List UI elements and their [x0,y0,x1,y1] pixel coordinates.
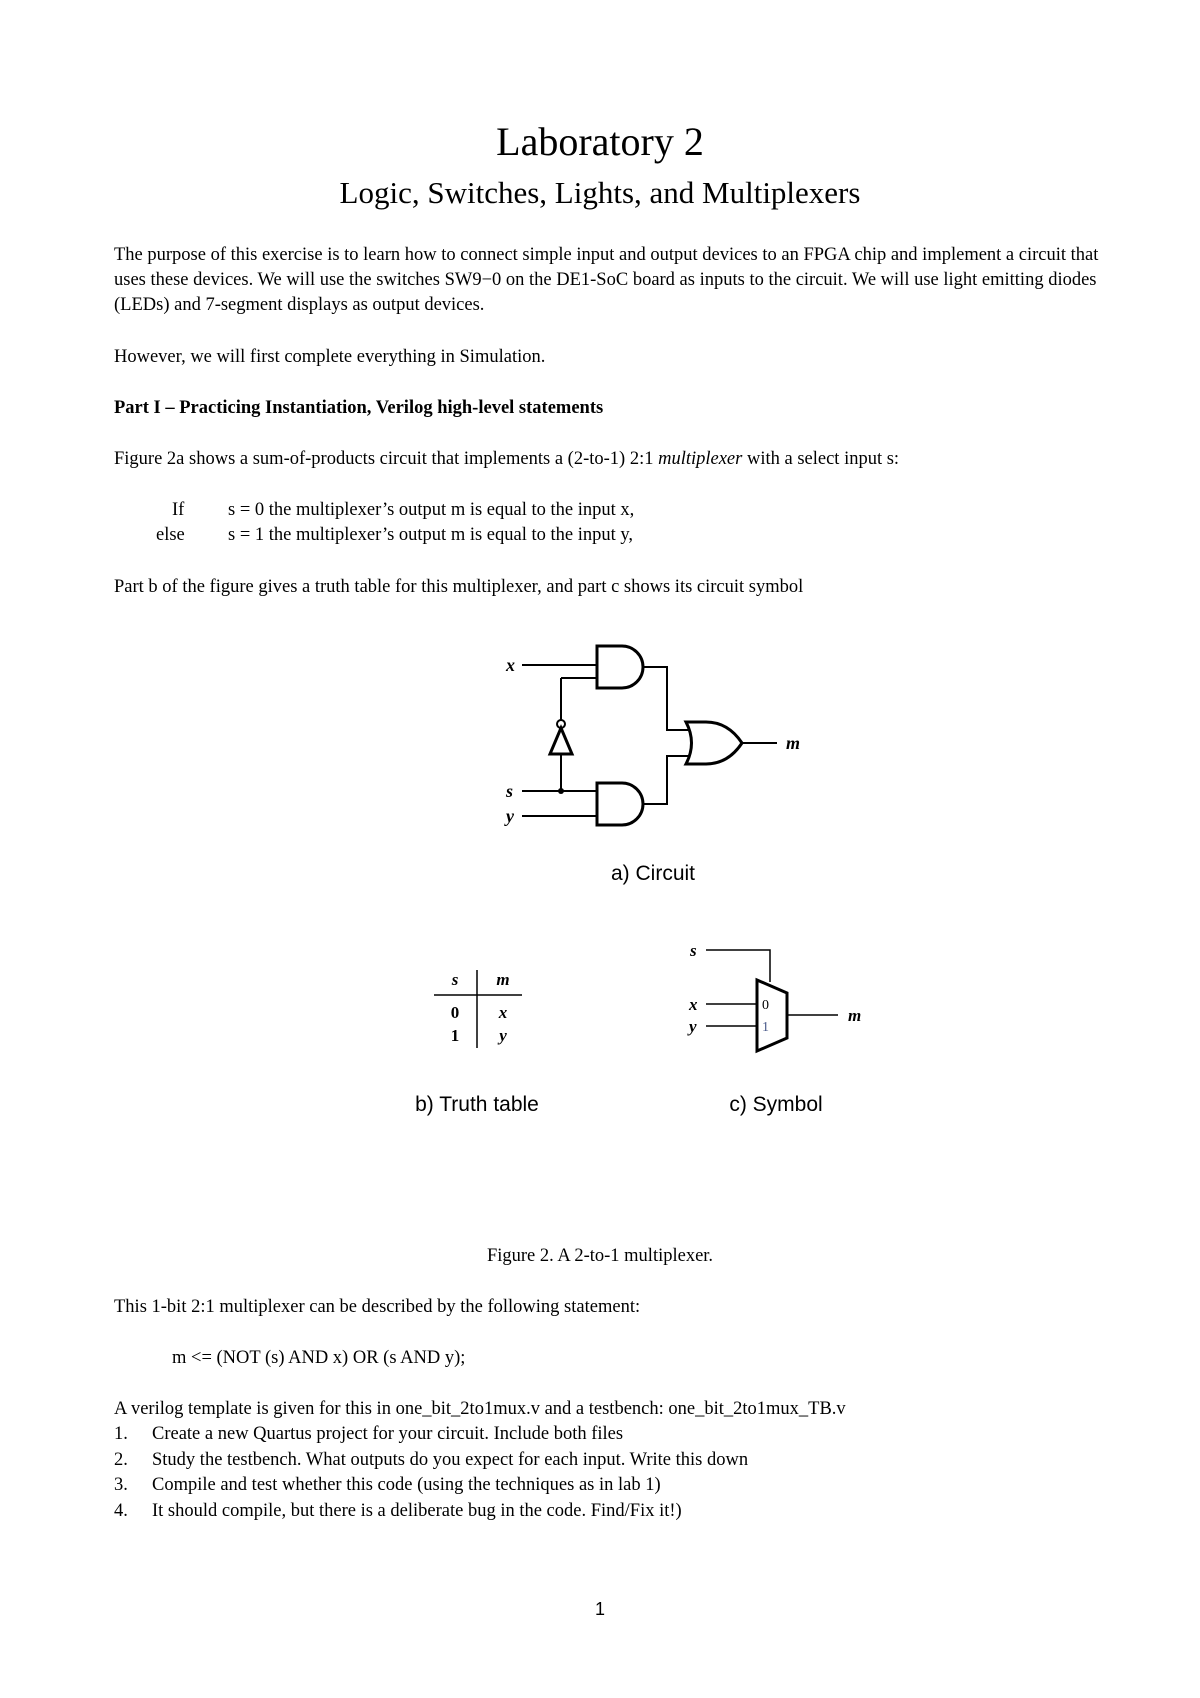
figure-intro [114,447,1104,472]
figure-intro-emphasis: multiplexer [658,449,743,469]
figure-intro-after: with a select input s: [742,449,900,469]
circuit-m-label: m [786,733,801,753]
figure-caption: Figure 2. A 2-to-1 multiplexer. [486,1246,714,1266]
circuit-y-label: y [506,806,514,826]
list-item: 3. Compile and test whether this code (using the techniques as in lab 1) [114,1475,661,1495]
symbol-in1-label: 1 [762,1020,769,1035]
circuit-x-label: x [506,655,515,675]
circuit-and1-out-wire [643,667,690,730]
figure-intro-before: Figure 2a shows a sum-of-products circuit that implements a (2-to-1) 2:1 [114,449,659,469]
or-gate-icon [686,722,742,764]
multiplexer-figure [0,640,1200,1120]
symbol-y-label: y [689,1017,697,1036]
page-subtitle: Logic, Switches, Lights, and Multiplexers [339,175,861,210]
truth-table-row0-s: 0 [450,1003,460,1022]
and-gate-bottom-icon [597,783,643,825]
condition-if-keyword: If [172,500,185,520]
truth-table-row0-m: x [498,1003,508,1022]
page-number: 1 [594,1599,605,1619]
truth-table-header-s: s [451,970,459,989]
template-line: A verilog template is given for this in one_bit_2to1mux.v and a testbench: one_bit_2to1mux_TB.v [114,1399,846,1419]
list-item: 4. It should compile, but there is a deliberate bug in the code. Find/Fix it!) [114,1500,682,1521]
inverter-triangle-icon [550,728,572,754]
condition-if-text: s = 0 the multiplexer’s output m is equal to the input x, [228,500,635,520]
mux-symbol-icon [757,980,787,1051]
list-item: 1. Create a new Quartus project for your circuit. Include both files [114,1424,624,1444]
list-item: 2. Study the testbench. What outputs do you expect for each input. Write this down [114,1449,749,1470]
truth-table-row1-m: y [499,1026,507,1045]
statement-intro: This 1-bit 2:1 multiplexer can be described by the following statement: [114,1297,641,1317]
junction-dot-icon [558,788,564,794]
circuit-s-label: s [506,781,514,801]
statement-code: m <= (NOT (s) AND x) OR (s AND y); [172,1348,466,1368]
truth-table-caption: b) Truth table [415,1093,539,1116]
truth-table-header-m: m [496,970,510,989]
symbol-caption: c) Symbol [729,1093,823,1116]
part1-heading: Part I – Practicing Instantiation, Verilog high-level statements [114,398,604,418]
symbol-s-wire [706,950,770,982]
circuit-and2-out-wire [643,756,690,804]
symbol-m-label: m [848,1006,862,1025]
symbol-in0-label: 0 [762,998,769,1013]
steps-list [114,1422,1104,1524]
symbol-s-label: s [690,941,697,960]
and-gate-top-icon [597,646,643,688]
intro-paragraph: The purpose of this exercise is to learn how to connect simple input and output devices to an FPGA chip and implement a circuit that uses these devices. We will use the switches SW9−0 on the DE1-SoC board as inputs to the circuit. We will use light emitting diodes (LEDs) and 7-segment displays as output devices. [114,245,1099,315]
circuit-caption: a) Circuit [610,862,696,885]
page-title: Laboratory 2 [496,119,704,164]
part-b-paragraph: Part b of the figure gives a truth table for this multiplexer, and part c shows its circuit symbol [114,577,804,597]
symbol-x-label: x [689,995,698,1014]
simulation-note: However, we will first complete everything in Simulation. [114,347,546,367]
condition-else-keyword: else [156,525,185,545]
truth-table-row1-s: 1 [450,1026,460,1045]
condition-else-text: s = 1 the multiplexer’s output m is equal to the input y, [228,525,634,545]
